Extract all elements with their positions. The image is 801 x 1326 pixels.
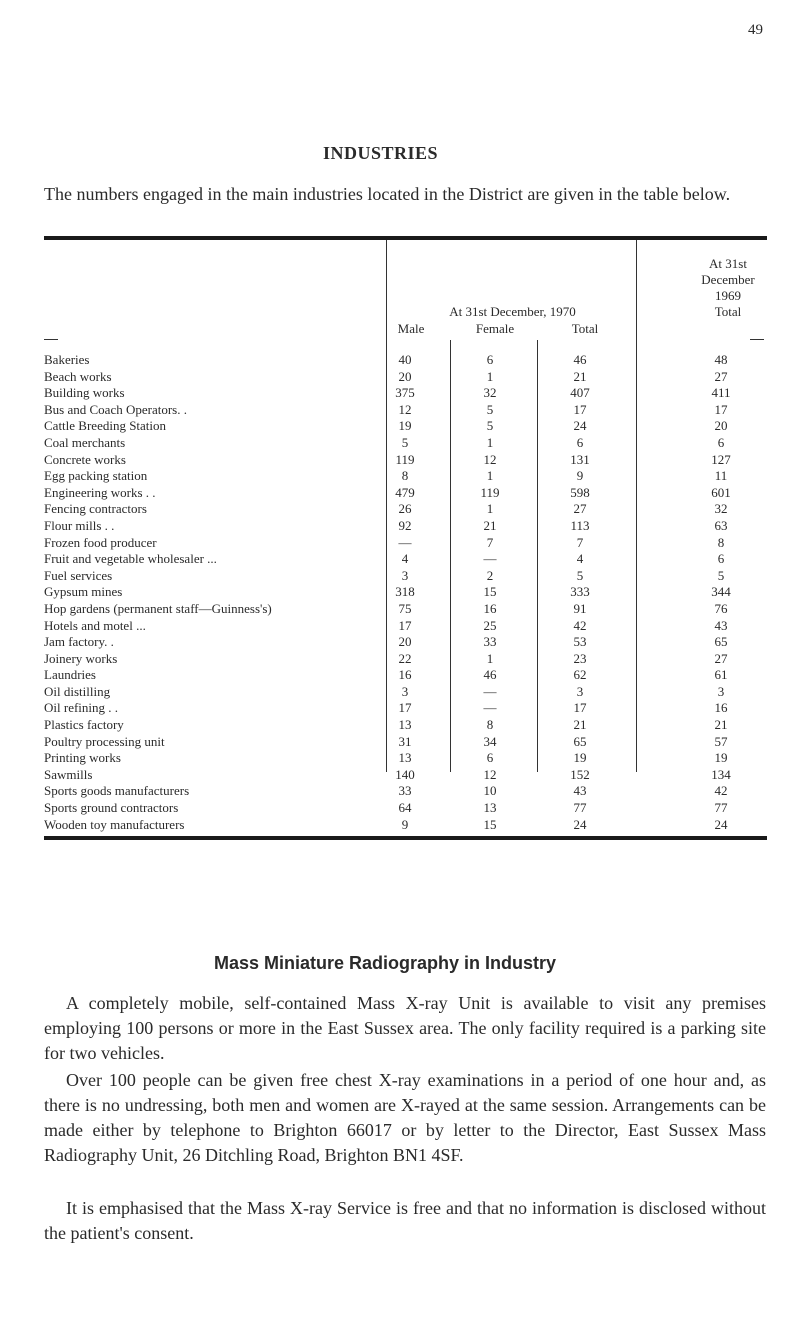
header-male: Male	[397, 321, 425, 336]
female-count: 6	[486, 352, 494, 367]
industries-table	[44, 352, 767, 833]
table-row	[44, 584, 767, 601]
total-count: 27	[573, 501, 587, 517]
male-count: 9	[401, 816, 409, 832]
industry-name: Flour mills . .	[44, 517, 115, 533]
male-count: 3	[401, 683, 409, 699]
industry-name: Sawmills	[44, 766, 93, 782]
total-1969-count: 42	[714, 783, 728, 799]
industry-name: Egg packing station	[44, 468, 148, 484]
table-row	[44, 634, 767, 651]
female-count: 21	[483, 517, 497, 533]
male-count: 5	[401, 434, 409, 450]
total-count: 23	[573, 650, 587, 666]
table-row	[44, 651, 767, 668]
industry-name: Bakeries	[44, 352, 90, 367]
table-row	[44, 800, 767, 817]
total-count: 9	[576, 468, 584, 484]
table-row	[44, 535, 767, 552]
page-title-text: INDUSTRIES	[323, 143, 439, 163]
total-count: 152	[570, 766, 590, 782]
table-row	[44, 518, 767, 535]
table-top-rule	[44, 236, 767, 240]
table-row	[44, 402, 767, 419]
female-count: 46	[483, 667, 497, 683]
table-row	[44, 568, 767, 585]
female-count: 15	[483, 816, 497, 832]
male-count: 13	[398, 750, 412, 766]
total-count: 17	[573, 401, 587, 417]
male-count: 40	[398, 352, 412, 367]
female-count: 13	[483, 800, 497, 816]
total-1969-count: 134	[711, 766, 731, 782]
female-count: 119	[480, 484, 500, 500]
header-dash-left	[44, 339, 58, 340]
total-1969-count: 48	[714, 352, 728, 367]
male-count: 20	[398, 634, 412, 650]
header-female: Female	[475, 321, 515, 336]
total-count: 24	[573, 418, 587, 434]
female-count: 8	[486, 717, 494, 733]
header-1969-total: At 31st December 1969 Total	[701, 256, 755, 319]
industry-name: Laundries	[44, 667, 96, 683]
total-1969-count: 24	[714, 816, 728, 832]
total-1969-count: 61	[714, 667, 728, 683]
female-count: 5	[486, 418, 494, 434]
total-1969-count: 16	[714, 700, 728, 716]
female-count: 34	[483, 733, 497, 749]
total-1969-count: 411	[711, 385, 731, 401]
male-count: 12	[398, 401, 412, 417]
male-count: 92	[398, 517, 412, 533]
total-1969-count: 11	[714, 468, 728, 484]
total-count: 6	[576, 434, 584, 450]
industry-name: Hop gardens (permanent staff—Guinness's)	[44, 600, 272, 616]
industry-name: Jam factory. .	[44, 634, 114, 650]
male-count: 375	[395, 385, 415, 401]
total-count: 131	[570, 451, 590, 467]
total-1969-count: 20	[714, 418, 728, 434]
paragraph-3: It is emphasised that the Mass X-ray Service is free and that no information is disclosed without the patient's consent.	[44, 1198, 766, 1243]
industry-name: Printing works	[44, 750, 121, 766]
male-count: 20	[398, 368, 412, 384]
total-count: 46	[573, 352, 587, 367]
total-count: 3	[576, 683, 584, 699]
table-row	[44, 817, 767, 834]
industry-name: Gypsum mines	[44, 584, 123, 600]
male-count: 22	[398, 650, 412, 666]
total-1969-count: 65	[714, 634, 728, 650]
female-count: —	[483, 683, 497, 699]
total-count: 19	[573, 750, 587, 766]
female-count: 15	[483, 584, 497, 600]
table-row	[44, 485, 767, 502]
industry-name: Poultry processing unit	[44, 733, 165, 749]
male-count: 119	[395, 451, 415, 467]
section-heading-text: Mass Miniature Radiography in Industry	[214, 953, 557, 973]
table-row	[44, 700, 767, 717]
table-row	[44, 783, 767, 800]
total-count: 21	[573, 368, 587, 384]
table-row	[44, 369, 767, 386]
industry-name: Oil refining . .	[44, 700, 119, 716]
male-count: 33	[398, 783, 412, 799]
industry-name: Bus and Coach Operators. .	[44, 401, 187, 417]
total-count: 65	[573, 733, 587, 749]
total-1969-count: 8	[717, 534, 725, 550]
total-count: 407	[570, 385, 590, 401]
male-count: 16	[398, 667, 412, 683]
table-row	[44, 667, 767, 684]
male-count: 479	[395, 484, 415, 500]
total-1969-count: 27	[714, 368, 728, 384]
total-count: 53	[573, 634, 587, 650]
total-1969-count: 344	[711, 584, 731, 600]
table-row	[44, 452, 767, 469]
total-count: 62	[573, 667, 587, 683]
total-count: 17	[573, 700, 587, 716]
total-count: 4	[576, 551, 584, 567]
industry-name: Concrete works	[44, 451, 126, 467]
table-row	[44, 734, 767, 751]
male-count: 31	[398, 733, 412, 749]
table-row	[44, 418, 767, 435]
total-1969-count: 63	[714, 517, 728, 533]
male-count: 75	[398, 600, 412, 616]
industry-name: Hotels and motel ...	[44, 617, 146, 633]
female-count: 33	[483, 634, 497, 650]
total-1969-count: 17	[714, 401, 728, 417]
table-bottom-rule	[44, 836, 767, 840]
table-row	[44, 551, 767, 568]
total-count: 77	[573, 800, 587, 816]
table-row	[44, 717, 767, 734]
male-count: 26	[398, 501, 412, 517]
total-1969-count: 27	[714, 650, 728, 666]
female-count: 10	[483, 783, 497, 799]
total-1969-count: 76	[714, 600, 728, 616]
total-1969-count: 6	[717, 551, 725, 567]
header-group-1970: At 31st December, 1970	[449, 304, 576, 319]
male-count: 318	[395, 584, 415, 600]
table-row	[44, 435, 767, 452]
industry-name: Beach works	[44, 368, 112, 384]
page-number: 49	[748, 22, 763, 38]
total-1969-count: 127	[711, 451, 731, 467]
industry-name: Oil distilling	[44, 683, 111, 699]
male-count: 17	[398, 700, 412, 716]
table-row	[44, 601, 767, 618]
female-count: 2	[486, 567, 494, 583]
industry-name: Sports ground contractors	[44, 800, 179, 816]
industry-name: Fencing contractors	[44, 501, 147, 517]
male-count: 4	[401, 551, 409, 567]
total-count: 598	[570, 484, 590, 500]
industry-name: Joinery works	[44, 650, 118, 666]
total-count: 91	[573, 600, 587, 616]
industry-name: Fuel services	[44, 567, 113, 583]
female-count: 1	[486, 501, 494, 517]
table-row	[44, 767, 767, 784]
table-row	[44, 750, 767, 767]
total-1969-count: 21	[714, 717, 728, 733]
paragraph-1: A completely mobile, self-contained Mass X-ray Unit is available to visit any premises employing 100 persons or more in the East Sussex area. The only facility required is a parking site for two vehicles.	[44, 993, 766, 1063]
header-total: Total	[571, 321, 599, 336]
male-count: 17	[398, 617, 412, 633]
total-count: 42	[573, 617, 587, 633]
female-count: 12	[483, 451, 497, 467]
male-count: 140	[395, 766, 415, 782]
male-count: 19	[398, 418, 412, 434]
female-count: 16	[483, 600, 497, 616]
total-1969-count: 3	[717, 683, 725, 699]
male-count: 13	[398, 717, 412, 733]
total-count: 43	[573, 783, 587, 799]
table-row	[44, 468, 767, 485]
male-count: 64	[398, 800, 412, 816]
industry-name: Coal merchants	[44, 434, 126, 450]
female-count: 12	[483, 766, 497, 782]
female-count: —	[483, 700, 497, 716]
total-1969-count: 32	[714, 501, 728, 517]
table-row	[44, 684, 767, 701]
table-row	[44, 352, 767, 369]
paragraph-2: Over 100 people can be given free chest X-ray examinations in a period of one hour and, as there is no undressing, both men and women are X-rayed at the same session. Arrangements can be made either by telephone to Brighton 66017 or by letter to the Director, East Sussex Mass Radiography Unit, 26 Ditchling Road, Brighton BN1 4SF.	[44, 1070, 766, 1165]
female-count: 1	[486, 434, 494, 450]
female-count: 5	[486, 401, 494, 417]
intro-paragraph: The numbers engaged in the main industries located in the District are given in the table below.	[44, 184, 731, 204]
male-count: 3	[401, 567, 409, 583]
female-count: 6	[486, 750, 494, 766]
header-dash-right	[750, 339, 764, 340]
female-count: 1	[486, 650, 494, 666]
total-1969-count: 77	[714, 800, 728, 816]
total-1969-count: 19	[714, 750, 728, 766]
female-count: 1	[486, 368, 494, 384]
industry-name: Building works	[44, 385, 125, 401]
total-count: 24	[573, 816, 587, 832]
total-count: 333	[570, 584, 590, 600]
total-1969-count: 57	[714, 733, 728, 749]
table-row	[44, 501, 767, 518]
industry-name: Sports goods manufacturers	[44, 783, 190, 799]
industry-name: Frozen food producer	[44, 534, 157, 550]
industry-name: Plastics factory	[44, 717, 124, 733]
female-count: 32	[483, 385, 497, 401]
total-count: 5	[576, 567, 584, 583]
total-count: 113	[570, 517, 590, 533]
total-1969-count: 6	[717, 434, 725, 450]
industry-name: Cattle Breeding Station	[44, 418, 167, 434]
male-count: —	[398, 534, 412, 550]
female-count: 25	[483, 617, 497, 633]
total-1969-count: 5	[717, 567, 725, 583]
total-1969-count: 601	[711, 484, 731, 500]
table-row	[44, 385, 767, 402]
industry-name: Engineering works . .	[44, 484, 156, 500]
industry-name: Wooden toy manufacturers	[44, 816, 185, 832]
total-count: 21	[573, 717, 587, 733]
female-count: 1	[486, 468, 494, 484]
male-count: 8	[401, 468, 409, 484]
total-1969-count: 43	[714, 617, 728, 633]
total-count: 7	[576, 534, 584, 550]
female-count: —	[483, 551, 497, 567]
female-count: 7	[486, 534, 494, 550]
industry-name: Fruit and vegetable wholesaler ...	[44, 551, 217, 567]
table-row	[44, 618, 767, 635]
